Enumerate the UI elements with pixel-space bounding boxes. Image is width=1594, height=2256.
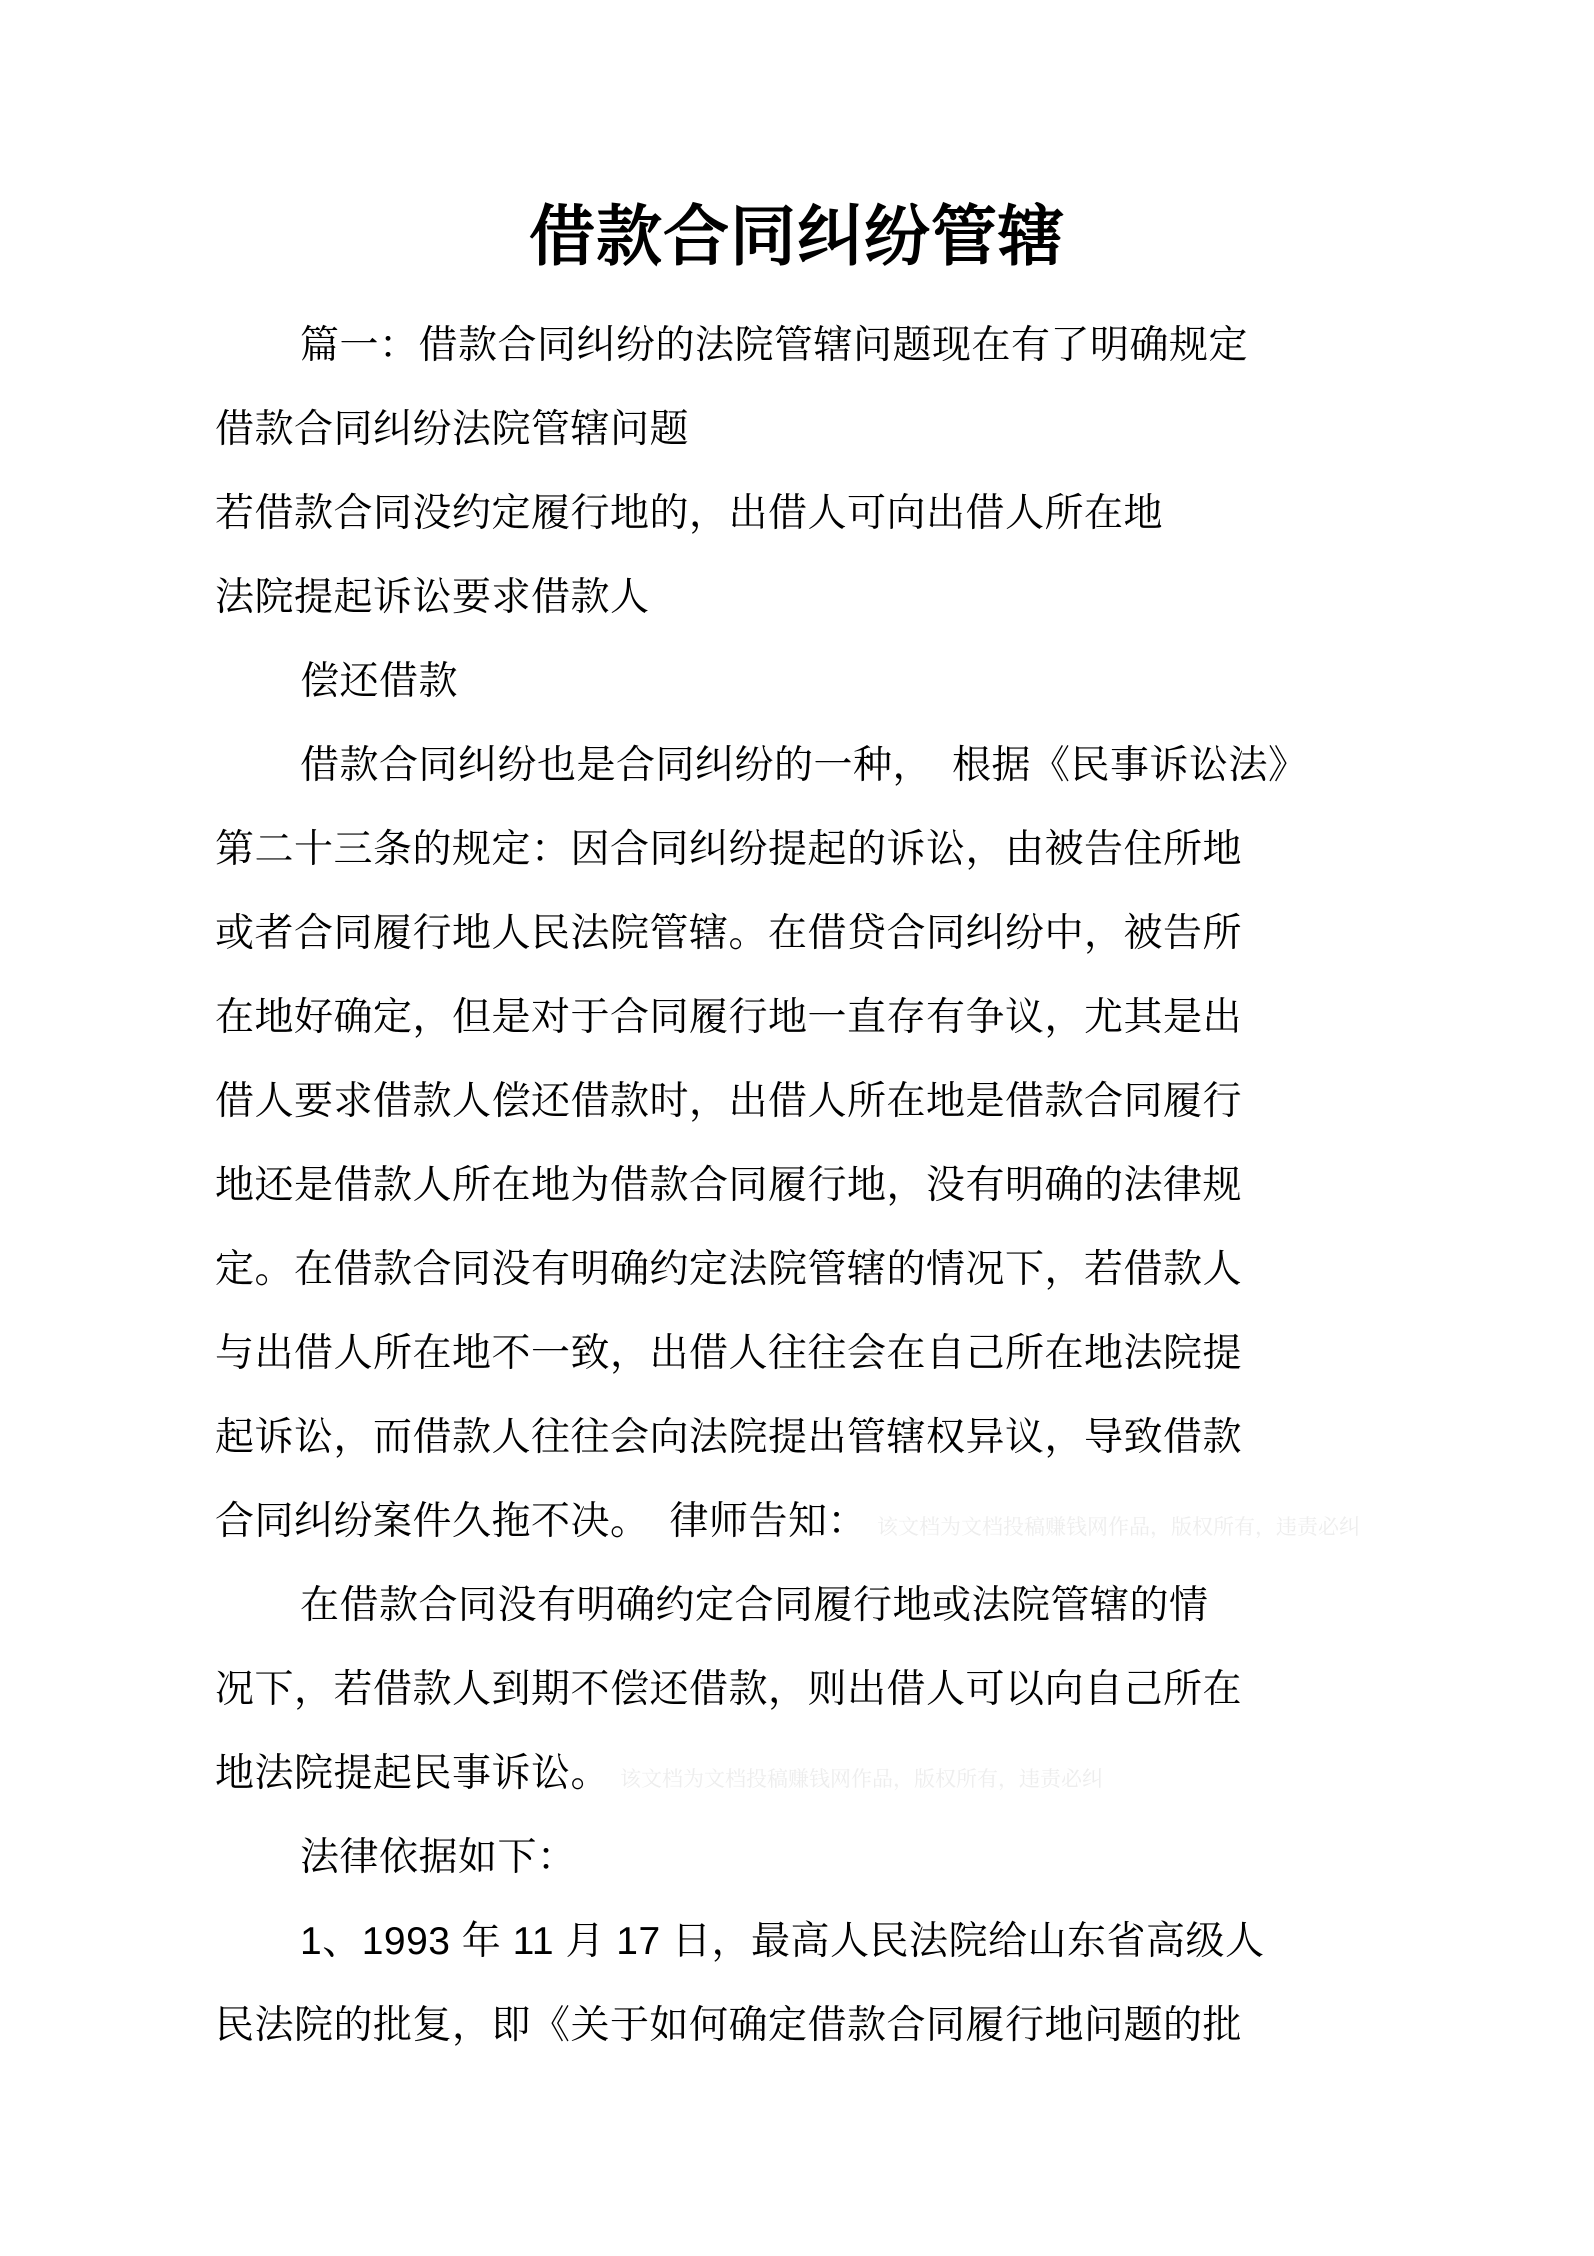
line-text: 或者合同履行地人民法院管辖。在借贷合同纠纷中，被告所	[215, 912, 1243, 955]
text-line	[215, 976, 1390, 1060]
text-line	[215, 724, 1390, 808]
text-line	[215, 1648, 1390, 1732]
text-line	[215, 808, 1390, 892]
line-text: 合同纠纷案件久拖不决。 律师告知：	[215, 1500, 868, 1543]
line-text: 在地好确定，但是对于合同履行地一直存有争议，尤其是出	[215, 996, 1243, 1039]
text-line	[215, 1900, 1390, 1984]
line-text: 1、1993 年 11 月 17 日，最高人民法院给山东省高级人	[300, 1920, 1265, 1963]
line-text: 定。在借款合同没有明确约定法院管辖的情况下，若借款人	[215, 1248, 1243, 1291]
text-line	[215, 1564, 1390, 1648]
text-line	[215, 892, 1390, 976]
line-text: 地法院提起民事诉讼。	[215, 1752, 611, 1795]
line-text: 借款合同纠纷也是合同纠纷的一种， 根据《民事诉讼法》	[300, 744, 1308, 787]
text-line	[215, 1060, 1390, 1144]
page-title: 借款合同纠纷管辖	[529, 199, 1065, 273]
text-line	[215, 388, 1390, 472]
text-line	[215, 304, 1390, 388]
line-text: 况下，若借款人到期不偿还借款，则出借人可以向自己所在	[215, 1668, 1243, 1711]
line-text: 地还是借款人所在地为借款合同履行地，没有明确的法律规	[215, 1164, 1243, 1207]
text-line	[215, 1396, 1390, 1480]
line-text: 第二十三条的规定：因合同纠纷提起的诉讼，由被告住所地	[215, 828, 1243, 871]
text-line	[215, 1312, 1390, 1396]
line-text: 若借款合同没约定履行地的，出借人可向出借人所在地	[215, 492, 1164, 535]
document-body	[215, 304, 1390, 2068]
text-line	[215, 1144, 1390, 1228]
watermark-text: 该文档为文档投稿赚钱网作品，版权所有，违责必纠	[620, 1768, 1104, 1791]
line-text: 篇一：借款合同纠纷的法院管辖问题现在有了明确规定	[300, 324, 1249, 367]
text-line	[215, 1732, 1390, 1816]
line-text: 法律依据如下：	[300, 1836, 577, 1879]
watermark-text: 该文档为文档投稿赚钱网作品，版权所有，违责必纠	[877, 1516, 1361, 1539]
text-line	[215, 556, 1390, 640]
line-text: 法院提起诉讼要求借款人	[215, 576, 650, 619]
text-line	[215, 1816, 1390, 1900]
line-text: 在借款合同没有明确约定合同履行地或法院管辖的情	[300, 1584, 1209, 1627]
line-text: 与出借人所在地不一致，出借人往往会在自己所在地法院提	[215, 1332, 1243, 1375]
line-text: 起诉讼，而借款人往往会向法院提出管辖权异议，导致借款	[215, 1416, 1243, 1459]
text-line	[215, 1228, 1390, 1312]
text-line	[215, 640, 1390, 724]
line-text: 借款合同纠纷法院管辖问题	[215, 408, 690, 451]
text-line	[215, 1480, 1390, 1564]
line-text: 偿还借款	[300, 660, 459, 703]
line-text: 民法院的批复，即《关于如何确定借款合同履行地问题的批	[215, 2004, 1243, 2047]
text-line	[215, 472, 1390, 556]
line-text: 借人要求借款人偿还借款时，出借人所在地是借款合同履行	[215, 1080, 1243, 1123]
text-line	[215, 1984, 1390, 2068]
